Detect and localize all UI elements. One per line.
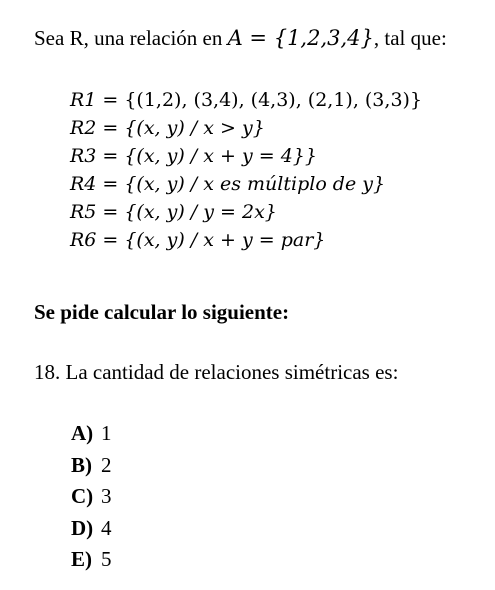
relation-equals: = — [102, 89, 119, 111]
option-letter: D) — [71, 515, 94, 540]
relation-definition: {(x, y) / x + y = 4}} — [124, 145, 317, 167]
option-letter: C) — [71, 484, 94, 508]
relation-definition: {(1,2), (3,4), (4,3), (2,1), (3,3)} — [124, 89, 423, 111]
set-definition: A = {1,2,3,4} — [227, 26, 374, 50]
option-value: 2 — [101, 452, 112, 477]
relation-r2 — [70, 114, 422, 142]
option-d[interactable] — [71, 513, 112, 545]
option-letter: B) — [71, 452, 92, 477]
relation-name: R6 — [70, 229, 97, 251]
option-value: 3 — [101, 484, 112, 508]
option-value: 5 — [101, 547, 112, 571]
intro-sentence — [34, 24, 447, 52]
relation-equals: = — [102, 201, 119, 223]
intro-suffix: , tal que: — [373, 26, 447, 50]
relation-name: R4 — [70, 173, 97, 195]
relation-definition: {(x, y) / y = 2x} — [124, 201, 277, 223]
intro-prefix: Sea R, una relación en — [34, 26, 228, 50]
option-value: 1 — [101, 421, 112, 445]
relation-name: R3 — [70, 145, 97, 167]
relation-r1 — [70, 86, 422, 114]
relation-r6 — [70, 226, 422, 254]
answer-options — [71, 418, 112, 576]
relation-equals: = — [102, 117, 119, 139]
relation-list — [70, 86, 422, 254]
relation-equals: = — [102, 173, 119, 195]
option-letter: A) — [71, 421, 94, 445]
option-value: 4 — [101, 515, 112, 540]
option-letter: E) — [71, 547, 92, 571]
option-c[interactable] — [71, 481, 112, 513]
relation-definition: {(x, y) / x es múltiplo de y} — [124, 173, 386, 195]
option-b[interactable] — [71, 450, 112, 482]
relation-name: R1 — [70, 89, 97, 111]
relation-r5 — [70, 198, 422, 226]
relation-definition: {(x, y) / x > y} — [124, 117, 265, 139]
relation-name: R2 — [70, 117, 97, 139]
relation-definition: {(x, y) / x + y = par} — [124, 229, 326, 251]
option-a[interactable] — [71, 418, 112, 450]
relation-equals: = — [102, 145, 119, 167]
section-heading: Se pide calcular lo siguiente: — [34, 300, 290, 324]
relation-r4 — [70, 170, 422, 198]
option-e[interactable] — [71, 544, 112, 576]
relation-equals: = — [102, 229, 119, 251]
relation-name: R5 — [70, 201, 97, 223]
question-text: 18. La cantidad de relaciones simétricas es: — [34, 360, 399, 384]
relation-r3 — [70, 142, 422, 170]
